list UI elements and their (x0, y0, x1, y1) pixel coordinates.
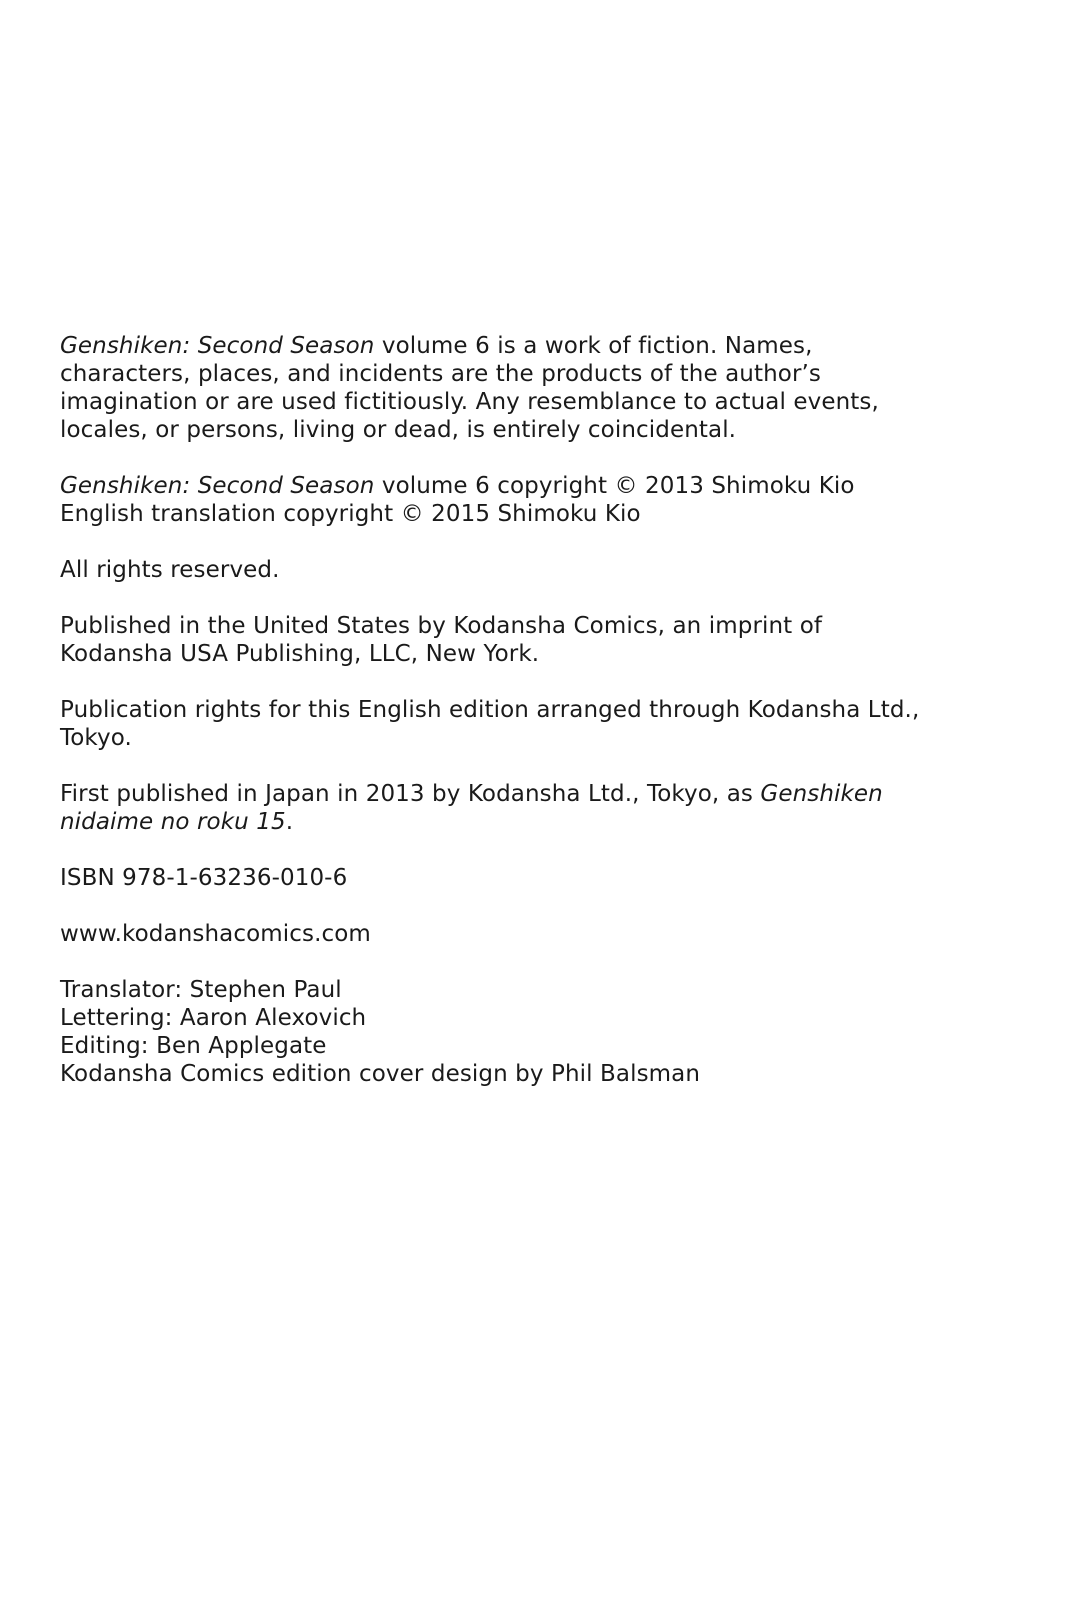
publisher-line-1: Published in the United States by Kodansha Comics, an imprint of (60, 613, 823, 639)
copyright-line-1: Genshiken: Second Season volume 6 copyright © 2013 Shimoku Kio (60, 473, 855, 499)
publication-rights-line-2: Tokyo. (60, 725, 132, 751)
publisher-info (60, 612, 1020, 668)
copyright-page (60, 332, 1020, 1088)
credits (60, 976, 1020, 1088)
first-published-line-1: First published in Japan in 2013 by Kodansha Ltd., Tokyo, as Genshiken (60, 781, 883, 807)
publication-rights (60, 696, 1020, 752)
first-published (60, 780, 1020, 836)
fiction-notice (60, 332, 1020, 444)
rights-reserved: All rights reserved. (60, 557, 280, 583)
isbn: ISBN 978-1-63236-010-6 (60, 865, 348, 891)
publisher-line-2: Kodansha USA Publishing, LLC, New York. (60, 641, 540, 667)
copyright-line-2: English translation copyright © 2015 Shimoku Kio (60, 501, 641, 527)
copyright-notice (60, 472, 1020, 528)
website-url: www.kodanshacomics.com (60, 921, 371, 947)
fiction-notice-line-2: characters, places, and incidents are the products of the author’s (60, 361, 821, 387)
series-title: Genshiken: Second Season (60, 473, 375, 499)
first-published-line-2: nidaime no roku 15. (60, 809, 294, 835)
series-title: Genshiken: Second Season (60, 333, 375, 359)
publication-rights-line-1: Publication rights for this English edition arranged through Kodansha Ltd., (60, 697, 920, 723)
credit-lettering: Lettering: Aaron Alexovich (60, 1005, 367, 1031)
fiction-notice-line-3: imagination or are used fictitiously. Any resemblance to actual events, (60, 389, 879, 415)
fiction-notice-line-1: Genshiken: Second Season volume 6 is a work of fiction. Names, (60, 333, 813, 359)
fiction-notice-line-4: locales, or persons, living or dead, is entirely coincidental. (60, 417, 737, 443)
credit-editing: Editing: Ben Applegate (60, 1033, 327, 1059)
credit-cover-design: Kodansha Comics edition cover design by Phil Balsman (60, 1061, 701, 1087)
credit-translator: Translator: Stephen Paul (60, 977, 342, 1003)
